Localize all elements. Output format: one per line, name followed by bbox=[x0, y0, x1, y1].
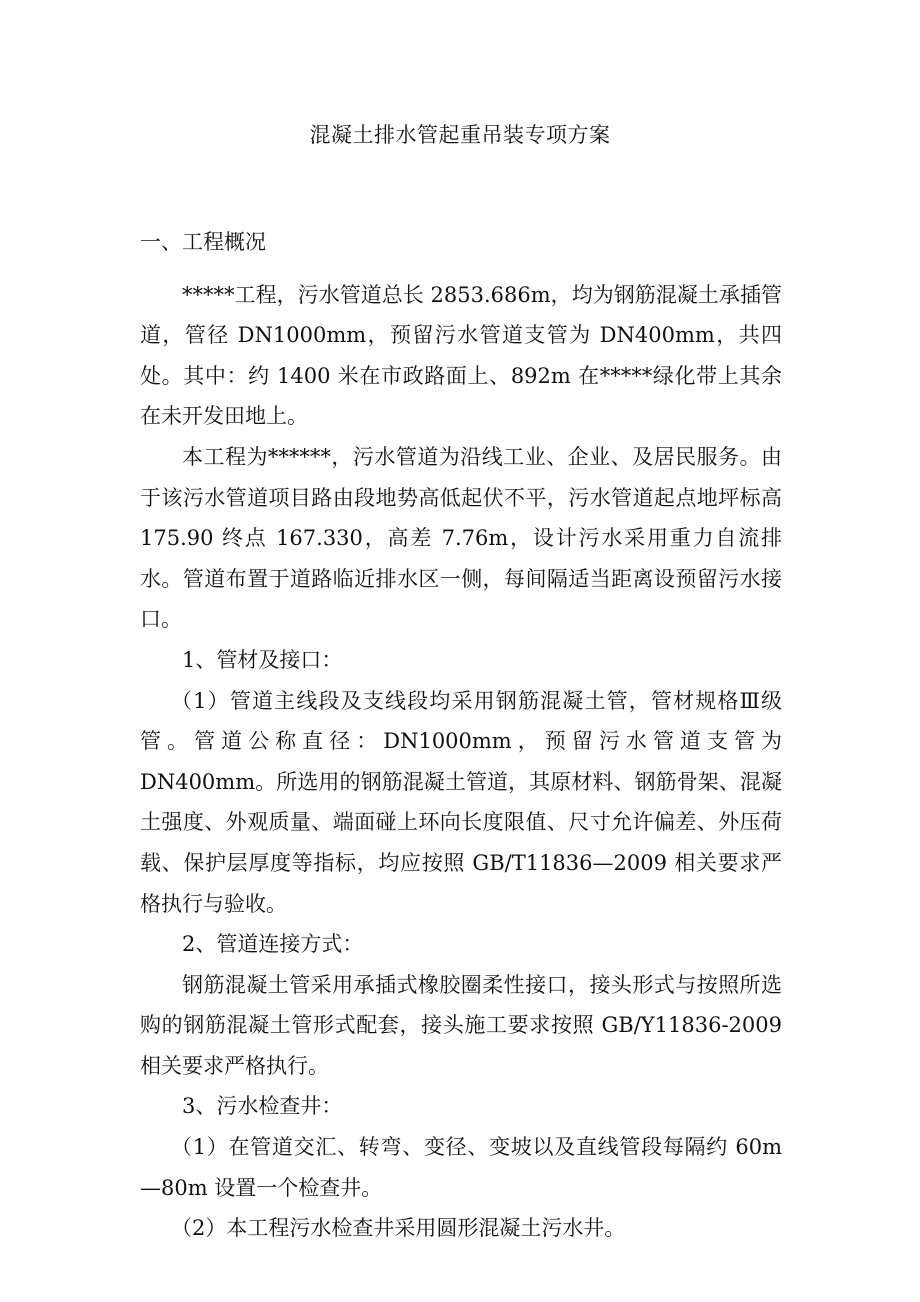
subheading-pipe-material: 1、管材及接口： bbox=[182, 647, 343, 672]
document-title: 混凝土排水管起重吊装专项方案 bbox=[309, 123, 611, 147]
section-heading: 一、工程概况 bbox=[140, 230, 266, 254]
document-body bbox=[140, 222, 782, 1249]
paragraph-pipe-material: （1）管道主线段及支线段均采用钢筋混凝土管，管材规格Ⅲ级管。管道公称直径：DN1000mm，预留污水管道支管为 DN400mm。所选用的钢筋混凝土管道，其原材料、钢筋骨架、混凝土强度、外观质量、端面碰上环向长度限值、尺寸允许偏差、外压荷载、保护层厚度等指标，均应按照 GB/T11836—2009 相关要求严格执行与验收。 bbox=[140, 688, 782, 916]
paragraph-inspection-well-type: （2）本工程污水检查井采用圆形混凝土污水井。 bbox=[171, 1216, 626, 1241]
subheading-pipe-connection: 2、管道连接方式： bbox=[182, 932, 364, 957]
paragraph-project-overview: *****工程，污水管道总长 2853.686m，均为钢筋混凝土承插管道，管径 DN1000mm，预留污水管道支管为 DN400mm，共四处。其中：约 1400 米在市政路面上、892m 在*****绿化带上其余在未开发田地上。 bbox=[140, 282, 782, 429]
subheading-inspection-well: 3、污水检查井： bbox=[182, 1094, 343, 1119]
paragraph-pipe-connection: 钢筋混凝土管采用承插式橡胶圈柔性接口，接头形式与按照所选购的钢筋混凝土管形式配套，接头施工要求按照 GB/Y11836-2009 相关要求严格执行。 bbox=[140, 972, 782, 1078]
paragraph-inspection-well-spacing: （1）在管道交汇、转弯、变径、变坡以及直线管段每隔约 60m—80m 设置一个检查井。 bbox=[140, 1135, 782, 1200]
paragraph-project-service: 本工程为******，污水管道为沿线工业、企业、及居民服务。由于该污水管道项目路由段地势高低起伏不平，污水管道起点地坪标高 175.90 终点 167.330，高差 7.76m，设计污水采用重力自流排水。管道布置于道路临近排水区一侧，每间隔适当距离设预留污水接口。 bbox=[140, 444, 782, 632]
